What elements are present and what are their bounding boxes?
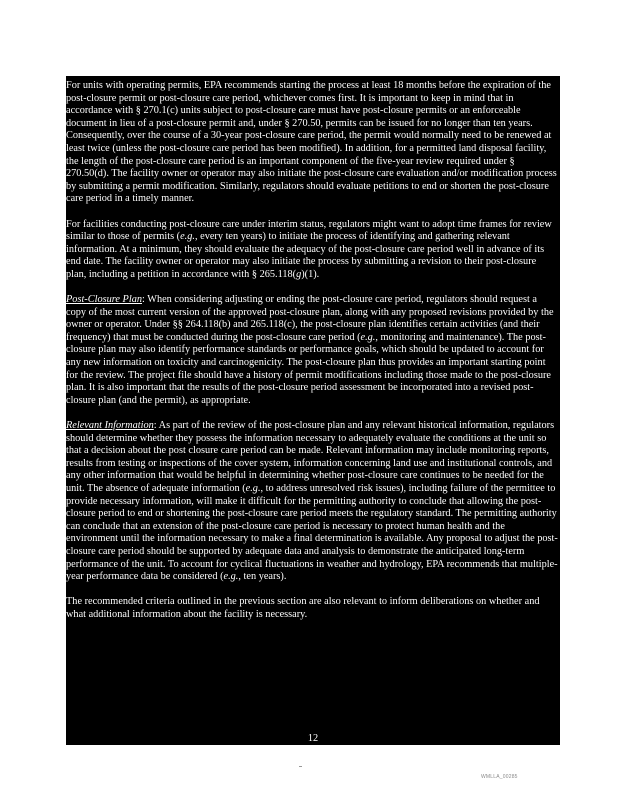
text-segment: , every ten years) to initiate the process of identifying and gathering relevant information. At a minimum, they should evaluate the adequacy of the post-closure care period well in advance of its end date. The facility owner or operator may also initiate the process by submitting a revision to their post-closure plan, including a petition in accordance with § 265.118( <box>66 231 545 280</box>
paragraph-recommended-criteria: The recommended criteria outlined in the previous section are also relevant to inform deliberations on whether and what additional information about the facility is necessary. <box>66 596 540 620</box>
text-segment: For facilities conducting post-closure care under interim status, regulators might want to adopt time frames for review similar to those of permits ( <box>66 218 552 243</box>
italic-eg: e.g. <box>245 483 261 494</box>
bates-stamp: WMLLA_00285 <box>481 774 518 780</box>
paragraph-post-closure-plan <box>66 294 558 407</box>
italic-eg: e.g. <box>223 571 239 583</box>
text-segment: )(1). <box>301 268 320 280</box>
text-segment: , to address unresolved risk issues), including failure of the permittee to provide necessary information, will make it difficult for the permitting authority to conclude that allowing the post-closure period to end or shortening the post-closure care period meets the regulatory standard. The permitting authority can conclude that an extension of the post-closure care period is necessary to protect human health and the environment until the information necessary to make a final determination is available. Any proposal to adjust the post-closure care period should be supported by adequate data and analysis to demonstrate the anticipated long-term performance of the unit. To account for cyclical fluctuations in weather and hydrology, EPA recommends that multiple-year performance data be considered ( <box>66 483 558 583</box>
paragraph-relevant-information <box>66 420 558 584</box>
scan-mark <box>299 766 302 767</box>
section-heading-relevant-information: Relevant Information <box>66 420 154 432</box>
italic-g: g <box>296 268 302 280</box>
text-segment: : When considering adjusting or ending the post-closure care period, regulators should request a copy of the most current version of the approved post-closure plan, along with any proposed revisions provided by the owner or operator. Under §§ 264.118(b) and 265.118(c), the post-closure plan identifies certain activities (and their frequency) that must be conducted during the post-closure care period ( <box>66 294 554 343</box>
text-segment: , ten years). <box>238 571 287 583</box>
italic-eg: e.g. <box>360 331 376 343</box>
paragraph-operating-permits: For units with operating permits, EPA recommends starting the process at least 18 months before the expiration of the post-closure permit or post-closure care period, whichever comes first. It is important to keep in mind that in accordance with § 270.1(c) units subject to post-closure care must have post-closure permits or an enforceable document in lieu of a post-closure permit and, under § 270.50, permits can be issued for no longer than ten years. Consequently, over the course of a 30-year post-closure care period, the permit would normally need to be renewed at least twice (unless the post-closure care period has been modified). In addition, for a permitted land disposal facility, the length of the post-closure care period is an important component of the five-year review required under § 270.50(d). The facility owner or operator may also initiate the post-closure care evaluation and/or modification process by submitting a permit modification. Similarly, regulators should evaluate petitions to end or shorten the post-closure care period in a timely manner. <box>66 80 557 205</box>
text-segment: , monitoring and maintenance). The post-closure plan may also identify performance standards or performance goals, which should be updated to account for any new information on toxicity and carcinogenicity. The post-closure plan thus provides an important starting point for the review. The project file should have a history of permit modifications including those made to the post-closure plan. It is also important that the results of the post-closure period assessment be incorporated into a revised post-closure plan (and the permit), as appropriate. <box>66 331 551 406</box>
italic-eg: e.g. <box>180 231 195 243</box>
text-segment: : As part of the review of the post-closure plan and any relevant historical information, regulators should determine whether they possess the information necessary to adequately evaluate the conditions at the unit so that a decision about the post closure care period can be made. Relevant information may include monitoring reports, results from testing or inspections of the cover system, information concerning land use and institutional controls, and any other information that would be helpful in determining whether post-closure care continues to be needed for the unit. The absence of adequate information ( <box>66 420 555 494</box>
page-number: 12 <box>307 733 319 744</box>
document-body <box>66 80 558 622</box>
section-heading-post-closure-plan: Post-Closure Plan <box>66 294 142 306</box>
paragraph-interim-status <box>66 219 558 282</box>
